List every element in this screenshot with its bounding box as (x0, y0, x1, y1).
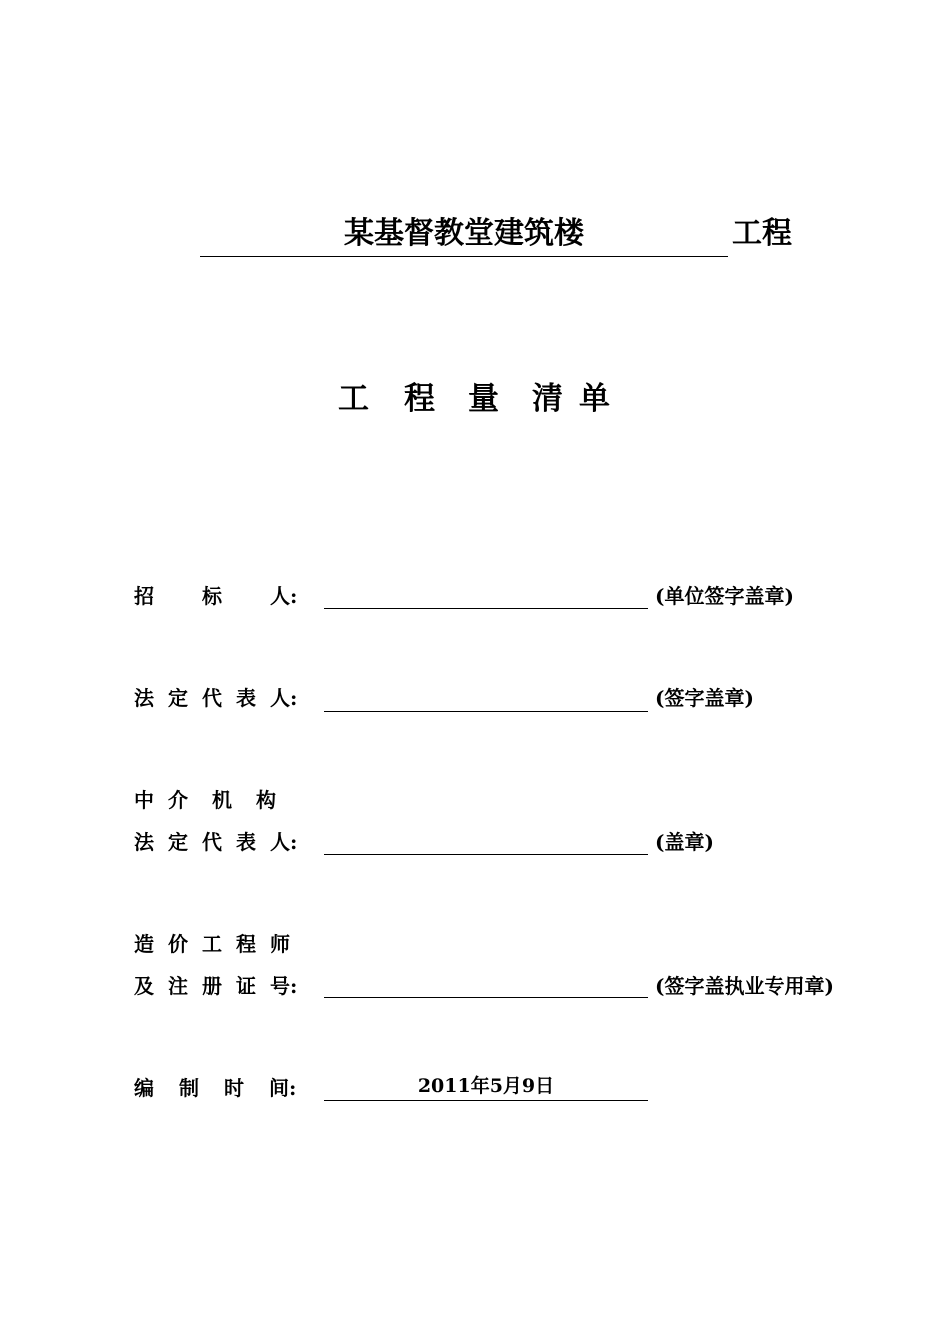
cost-engineer-label-line1: 造 价 工 程 师 (134, 932, 290, 956)
agency-note: (盖章) (655, 830, 714, 854)
cost-engineer-note: (签字盖执业专用章) (655, 974, 834, 998)
legal-rep-label: 法 定 代 表 人: (134, 686, 298, 710)
legal-rep-signature-line[interactable] (324, 711, 648, 712)
title-char: 量 (468, 381, 499, 417)
compile-date-line[interactable] (324, 1100, 648, 1101)
cost-engineer-label-line2: 及 注 册 证 号: (134, 974, 298, 998)
compile-date-value: 2011年5月9日 (417, 1075, 555, 1097)
tenderer-label: 招 标 人: (134, 584, 298, 608)
project-suffix: 工程 (732, 216, 792, 251)
title-char: 清 (532, 381, 563, 417)
agency-label-line2: 法 定 代 表 人: (134, 830, 298, 854)
title-char: 工 (338, 381, 369, 417)
compile-time-label: 编 制 时 间: (134, 1076, 297, 1100)
title-char: 程 (404, 381, 435, 417)
agency-label-line1: 中 介 机 构 (134, 788, 276, 812)
title-char: 单 (579, 381, 610, 417)
tenderer-signature-line[interactable] (324, 608, 648, 609)
cost-engineer-signature-line[interactable] (324, 997, 648, 998)
document-title (338, 378, 610, 420)
agency-signature-line[interactable] (324, 854, 648, 855)
tenderer-note: (单位签字盖章) (655, 584, 794, 608)
legal-rep-note: (签字盖章) (655, 686, 754, 710)
project-name: 某基督教堂建筑楼 (344, 216, 584, 251)
project-name-underline (200, 256, 728, 257)
